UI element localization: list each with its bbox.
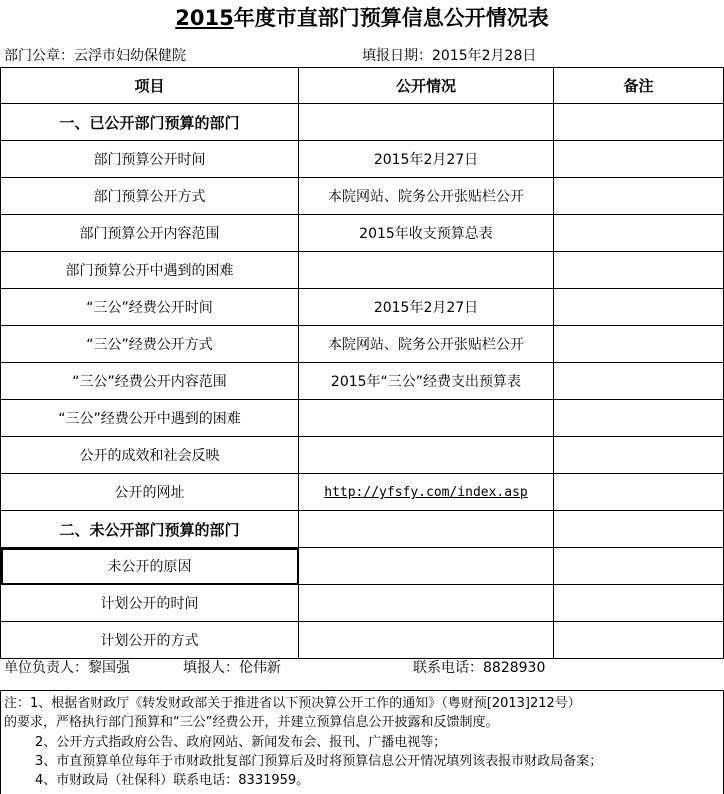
note-line: 2、公开方式指政府公告、政府网站、新闻发布会、报刊、广播电视等； bbox=[35, 735, 447, 750]
fill-date: 填报日期：2015年2月28日 bbox=[362, 48, 537, 64]
item-cell[interactable]: “三公”经费公开内容范围 bbox=[1, 363, 299, 400]
remark-cell[interactable] bbox=[554, 252, 724, 289]
table-row bbox=[1, 252, 724, 289]
table-row bbox=[1, 104, 724, 141]
title-text: 年度市直部门预算信息公开情况表 bbox=[233, 6, 549, 30]
section-heading[interactable]: 一、已公开部门预算的部门 bbox=[1, 104, 299, 141]
status-cell[interactable]: 2015年2月27日 bbox=[299, 141, 554, 178]
remark-cell[interactable] bbox=[554, 400, 724, 437]
table-row bbox=[1, 437, 724, 474]
remark-cell[interactable] bbox=[554, 215, 724, 252]
header-remark: 备注 bbox=[554, 68, 724, 104]
note-line: 注：1、根据省财政厅《转发财政部关于推进省以下预决算公开工作的通知》（粤财预[2013]212号） bbox=[4, 696, 581, 711]
disclosure-table bbox=[0, 67, 724, 659]
page-title bbox=[0, 0, 724, 42]
item-cell[interactable]: 未公开的原因 bbox=[1, 548, 299, 585]
remark-cell[interactable] bbox=[554, 178, 724, 215]
table-row bbox=[1, 511, 724, 548]
status-cell[interactable] bbox=[299, 252, 554, 289]
table-row bbox=[1, 178, 724, 215]
status-cell[interactable] bbox=[299, 622, 554, 659]
table-row bbox=[1, 400, 724, 437]
item-cell[interactable]: “三公”经费公开中遇到的困难 bbox=[1, 400, 299, 437]
responsible-person: 单位负责人：黎国强 bbox=[4, 660, 130, 676]
filler-person: 填报人：伦伟新 bbox=[183, 660, 281, 676]
website-link[interactable]: http://yfsfy.com/index.asp bbox=[324, 485, 528, 500]
remark-cell[interactable] bbox=[554, 141, 724, 178]
status-cell[interactable] bbox=[299, 548, 554, 585]
note-line: 的要求，严格执行部门预算和“三公”经费公开，并建立预算信息公开披露和反馈制度。 bbox=[4, 715, 499, 730]
remark-cell[interactable] bbox=[554, 474, 724, 511]
status-cell[interactable] bbox=[299, 437, 554, 474]
table-row bbox=[1, 622, 724, 659]
remark-cell[interactable] bbox=[554, 622, 724, 659]
item-cell[interactable]: 部门预算公开方式 bbox=[1, 178, 299, 215]
status-cell[interactable]: 本院网站、院务公开张贴栏公开 bbox=[299, 178, 554, 215]
item-cell[interactable]: “三公”经费公开方式 bbox=[1, 326, 299, 363]
status-cell[interactable] bbox=[299, 585, 554, 622]
remark-cell[interactable] bbox=[554, 289, 724, 326]
table-row bbox=[1, 215, 724, 252]
table-row bbox=[1, 474, 724, 511]
contact-phone: 联系电话：8828930 bbox=[413, 660, 546, 676]
remark-cell[interactable] bbox=[554, 548, 724, 585]
title-year: 2015 bbox=[175, 6, 234, 30]
remark-cell[interactable] bbox=[554, 437, 724, 474]
note-line: 4、市财政局（社保科）联系电话：8331959。 bbox=[35, 773, 310, 788]
remark-cell[interactable] bbox=[554, 104, 724, 141]
status-cell[interactable]: 2015年“三公”经费支出预算表 bbox=[299, 363, 554, 400]
remark-cell[interactable] bbox=[554, 585, 724, 622]
item-cell[interactable]: 部门预算公开时间 bbox=[1, 141, 299, 178]
status-cell[interactable] bbox=[299, 104, 554, 141]
department-seal: 部门公章：云浮市妇幼保健院 bbox=[4, 48, 186, 64]
status-cell[interactable]: 2015年2月27日 bbox=[299, 289, 554, 326]
item-cell[interactable]: 部门预算公开内容范围 bbox=[1, 215, 299, 252]
item-cell[interactable]: 公开的网址 bbox=[1, 474, 299, 511]
table-header-row bbox=[1, 68, 724, 104]
item-cell[interactable]: 计划公开的时间 bbox=[1, 585, 299, 622]
item-cell[interactable]: 公开的成效和社会反映 bbox=[1, 437, 299, 474]
remark-cell[interactable] bbox=[554, 511, 724, 548]
note-line: 3、市直预算单位每年于市财政批复部门预算后及时将预算信息公开情况填列该表报市财政局备案； bbox=[35, 754, 603, 769]
table-row bbox=[1, 548, 724, 585]
table-row bbox=[1, 363, 724, 400]
status-cell[interactable] bbox=[299, 400, 554, 437]
remark-cell[interactable] bbox=[554, 326, 724, 363]
notes-section bbox=[0, 690, 724, 794]
table-row bbox=[1, 289, 724, 326]
table-row bbox=[1, 141, 724, 178]
item-cell[interactable]: 计划公开的方式 bbox=[1, 622, 299, 659]
remark-cell[interactable] bbox=[554, 363, 724, 400]
header-item: 项目 bbox=[1, 68, 299, 104]
status-cell[interactable] bbox=[299, 511, 554, 548]
item-cell[interactable]: “三公”经费公开时间 bbox=[1, 289, 299, 326]
status-cell[interactable] bbox=[299, 474, 554, 511]
header-status: 公开情况 bbox=[299, 68, 554, 104]
table-row bbox=[1, 585, 724, 622]
table-row bbox=[1, 326, 724, 363]
section-heading[interactable]: 二、未公开部门预算的部门 bbox=[1, 511, 299, 548]
status-cell[interactable]: 本院网站、院务公开张贴栏公开 bbox=[299, 326, 554, 363]
status-cell[interactable]: 2015年收支预算总表 bbox=[299, 215, 554, 252]
item-cell[interactable]: 部门预算公开中遇到的困难 bbox=[1, 252, 299, 289]
